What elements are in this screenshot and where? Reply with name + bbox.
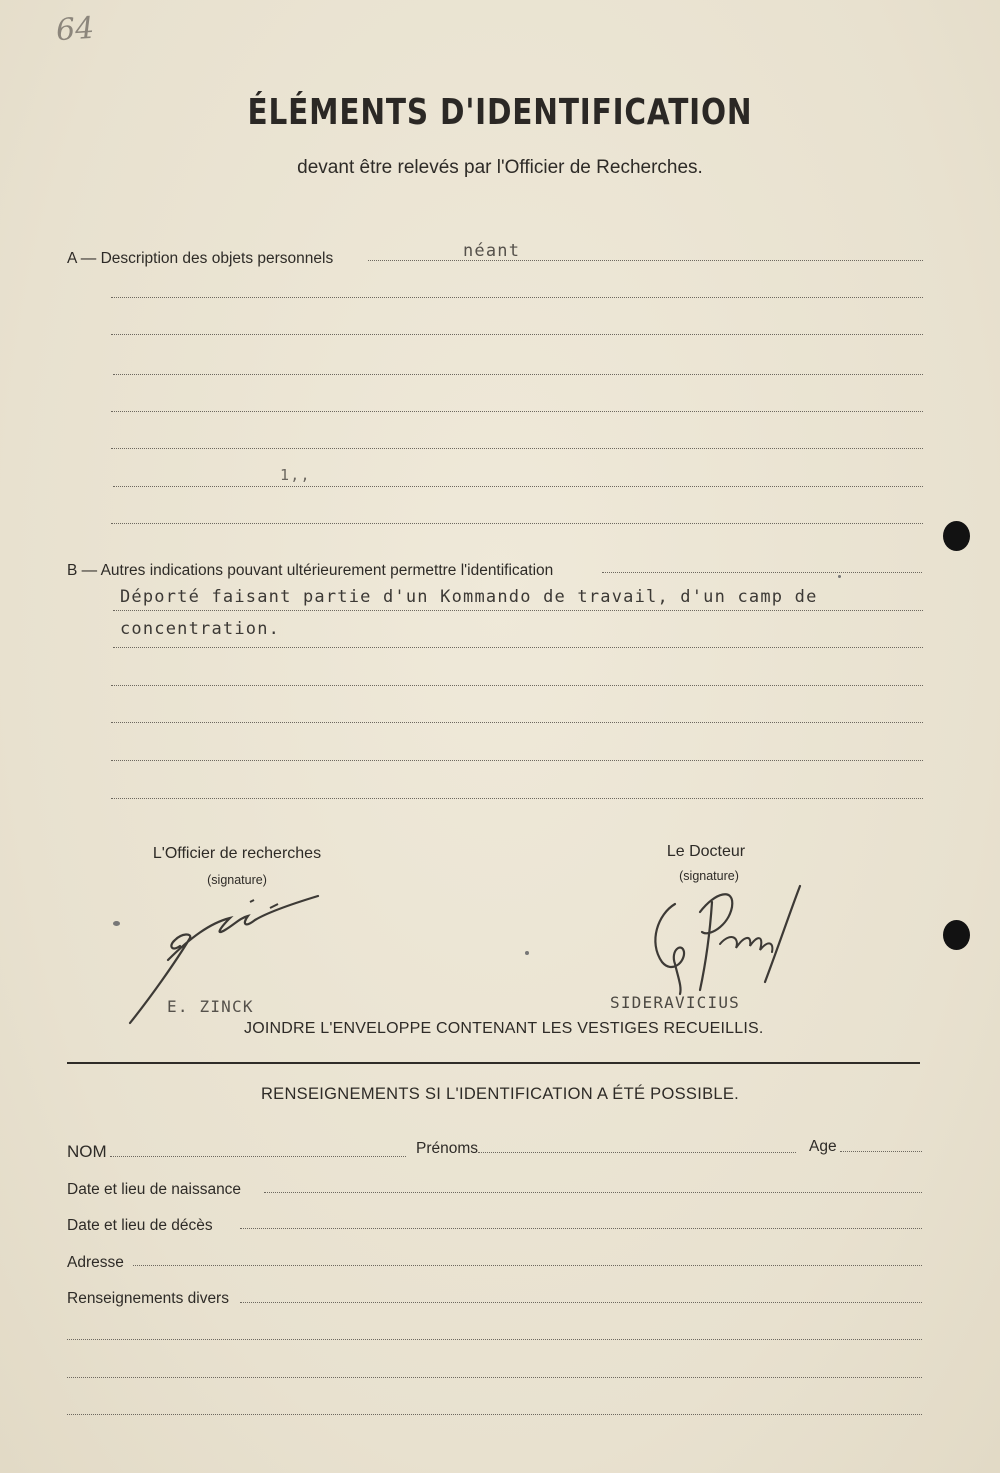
divers-field-3 (67, 1377, 922, 1378)
section-b-label: B — Autres indications pouvant ultérieurement permettre l'identification (67, 562, 554, 579)
section-a-line-4 (113, 374, 923, 375)
punch-hole-top (943, 521, 970, 551)
section-b-line-7 (111, 798, 923, 799)
adresse-label: Adresse (67, 1254, 124, 1271)
section-a-line-6 (111, 448, 923, 449)
doctor-signature (640, 882, 810, 1002)
section-b-line-4 (111, 685, 923, 686)
paper-speck (525, 951, 529, 955)
section-divider (67, 1062, 920, 1064)
paper-speck (113, 921, 120, 926)
naissance-label: Date et lieu de naissance (67, 1181, 242, 1198)
page-subtitle: devant être relevés par l'Officier de Recherches. (297, 157, 703, 178)
identification-heading: RENSEIGNEMENTS SI L'IDENTIFICATION A ÉTÉ POSSIBLE. (260, 1085, 740, 1103)
section-a-line-1 (368, 260, 923, 261)
divers-label: Renseignements divers (67, 1290, 229, 1307)
nom-label: NOM (67, 1142, 107, 1161)
divers-field-2 (67, 1339, 922, 1340)
punch-hole-bottom (943, 920, 970, 950)
officer-signature-caption: (signature) (207, 873, 267, 887)
divers-field-4 (67, 1414, 922, 1415)
divers-field-1 (240, 1302, 922, 1303)
section-b-text-line-1: Déporté faisant partie d'un Kommando de travail, d'un camp de (120, 587, 818, 607)
section-a-label: A — Description des objets personnels (67, 250, 334, 267)
envelope-note: JOINDRE L'ENVELOPPE CONTENANT LES VESTIGES RECUEILLIS. (244, 1020, 764, 1037)
section-b-line-1 (602, 572, 922, 573)
naissance-field (264, 1192, 922, 1193)
section-b-text-line-2: concentration. (120, 619, 281, 639)
section-a-line-7 (113, 486, 923, 487)
prenoms-field (478, 1152, 796, 1153)
section-a-line-2 (111, 297, 923, 298)
doctor-signature-caption: (signature) (679, 869, 739, 883)
section-a-line-8 (111, 523, 923, 524)
age-field (840, 1151, 922, 1152)
section-a-mark: 1,, (280, 466, 311, 484)
nom-field (110, 1156, 406, 1157)
adresse-field (133, 1265, 922, 1266)
prenoms-label: Prénoms (416, 1140, 479, 1157)
paper-speck (838, 575, 841, 578)
page-title: ÉLÉMENTS D'IDENTIFICATION (247, 92, 753, 133)
doctor-title: Le Docteur (666, 843, 746, 860)
section-b-line-2 (113, 610, 923, 611)
section-a-line-3 (111, 334, 923, 335)
section-b-line-3 (113, 647, 923, 648)
officer-name: E. ZINCK (167, 997, 254, 1016)
age-label: Age (809, 1138, 837, 1155)
deces-label: Date et lieu de décès (67, 1217, 213, 1234)
deces-field (240, 1228, 922, 1229)
section-b-line-5 (111, 722, 923, 723)
doctor-name: SIDERAVICIUS (610, 993, 740, 1012)
section-a-value: néant (463, 241, 521, 261)
officer-title: L'Officier de recherches (152, 845, 322, 862)
section-b-line-6 (111, 760, 923, 761)
page-number: 64 (54, 10, 96, 49)
section-a-line-5 (111, 411, 923, 412)
